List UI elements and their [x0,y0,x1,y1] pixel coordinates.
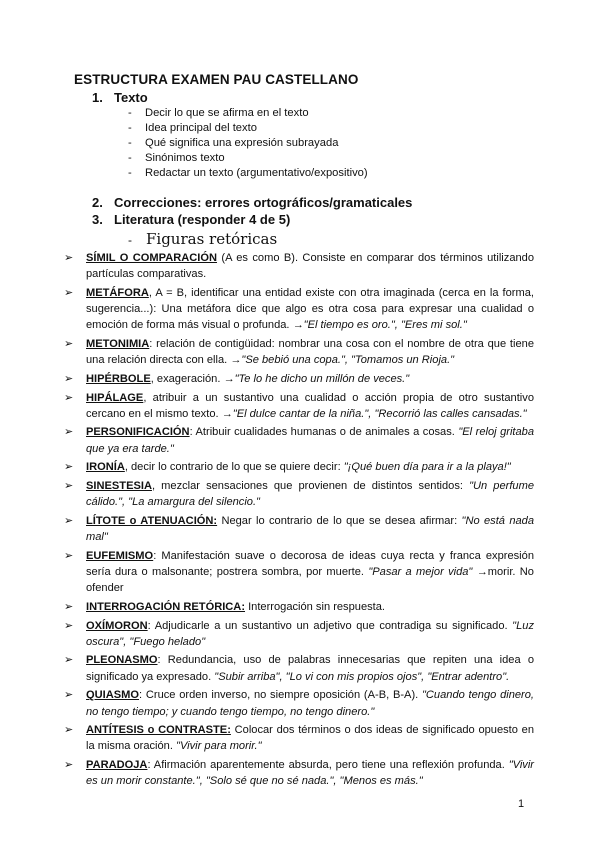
list-item: ➢ METONIMIA: relación de contigüidad: nombrar una cosa con el nombre de otra que tiene una relación directa con ella. →"Se bebió una copa.", "Tomamos un Rioja." [64,338,534,367]
figuras-heading: - Figuras retóricas [128,230,278,248]
list-item: ➢ SINESTESIA, mezclar sensaciones que provienen de distintos sentidos: "Un perfume cálido.", "La amargura del silencio." [64,479,534,509]
page-number: 1 [518,798,525,810]
list-item: ➢ IRONÍA, decir lo contrario de lo que se quiere decir: "¡Qué buen día para ir a la playa!" [64,459,534,475]
arrow-bullet-icon: ➢ [64,654,74,667]
arrow-bullet-icon: ➢ [64,549,74,562]
arrow-bullet-icon: ➢ [64,286,74,299]
section-label: Literatura (responder 4 de 5) [114,212,291,227]
arrow-bullet-icon: ➢ [64,252,74,264]
section-literatura [92,212,290,227]
document-title: ESTRUCTURA EXAMEN PAU CASTELLANO [74,72,359,87]
arrow-bullet-icon: ➢ [64,338,74,351]
arrow-bullet-icon: ➢ [64,689,74,702]
list-item: ➢ LÍTOTE o ATENUACIÓN: Negar lo contrario de lo que se desea afirmar: "No está nada mal" [64,514,534,544]
list-item: - Redactar un texto (argumentativo/expositivo) [128,167,368,179]
arrow-bullet-icon: ➢ [64,619,74,632]
texto-list [128,106,368,181]
list-item: ➢ EUFEMISMO: Manifestación suave o decorosa de ideas cuya recta y franca expresión sería dura o malsonante; postrera sombra, por muerte. "Pasar a mejor vida" →morir. No ofender [64,549,534,595]
list-item: ➢ OXÍMORON: Adjudicarle a un sustantivo un adjetivo que contradiga su significado. "Luz oscura", "Fuego helado" [64,619,534,648]
list-item: ➢ PARADOJA: Afirmación aparentemente absurda, pero tiene una reflexión profunda. "Vivir es un morir constante.", "Solo sé que no sé nada.", "Menos es más." [64,759,534,788]
arrow-bullet-icon: ➢ [64,391,74,404]
arrow-bullet-icon: ➢ [64,372,74,385]
list-item: ➢ PLEONASMO: Redundancia, uso de palabras innecesarias que repiten una idea o significado ya expresado. "Subir arriba", "Lo vi con mis propios ojos", "Entrar adentro". [64,654,534,683]
arrow-bullet-icon: ➢ [64,479,74,492]
list-item: ➢ INTERROGACIÓN RETÓRICA: Interrogación sin respuesta. [64,599,534,615]
section-number: 3. [92,212,103,227]
list-item: ➢ HIPÉRBOLE, exageración. →"Te lo he dicho un millón de veces." [64,371,534,387]
arrow-bullet-icon: ➢ [64,426,74,439]
list-item: ➢ ANTÍTESIS o CONTRASTE: Colocar dos términos o dos ideas de significado opuesto en la misma oración. "Vivir para morir." [64,724,534,753]
list-item: ➢ SÍMIL O COMPARACIÓN (A es como B). Consiste en comparar dos términos utilizando partículas comparativas. [64,252,535,281]
list-item: - Qué significa una expresión subrayada [128,137,339,149]
arrow-bullet-icon: ➢ [64,461,74,474]
list-item: ➢ PERSONIFICACIÓN: Atribuir cualidades humanas o de animales a cosas. "El reloj gritaba que ya era tarde." [64,426,534,455]
section-label: Correcciones: errores ortográficos/gramaticales [114,195,413,210]
figures-list [64,250,534,792]
arrow-bullet-icon: ➢ [64,514,74,527]
list-item: - Idea principal del texto [128,122,257,134]
section-correcciones [92,195,412,210]
list-item: ➢ HIPÁLAGE, atribuir a un sustantivo una cualidad o acción propia de otro sustantivo cercano en el mismo texto. →"El dulce cantar de la niña.", "Recorrió las calles cansadas." [64,391,534,420]
list-item: ➢ QUIASMO: Cruce orden inverso, no siempre oposición (A-B, B-A). "Cuando tengo dinero, no tengo tiempo; y cuando tengo tiempo, no tengo dinero." [64,689,534,718]
section-number: 2. [92,195,103,210]
arrow-bullet-icon: ➢ [64,724,74,737]
section-texto [92,90,148,105]
arrow-bullet-icon: ➢ [64,600,74,613]
list-item: ➢ METÁFORA, A = B, identificar una entidad existe con otra imaginada (cerca en la forma, sugerencia...): Una metáfora dice que algo es otra cosa para expresar una cualidad o emoción de forma más visual o profunda. →"El tiempo es oro.", "Eres mi sol." [64,286,534,332]
list-item: - Decir lo que se afirma en el texto [128,107,309,119]
list-item: - Sinónimos texto [128,152,225,164]
section-label: Texto [114,90,148,105]
arrow-bullet-icon: ➢ [64,759,74,772]
section-number: 1. [92,90,103,105]
